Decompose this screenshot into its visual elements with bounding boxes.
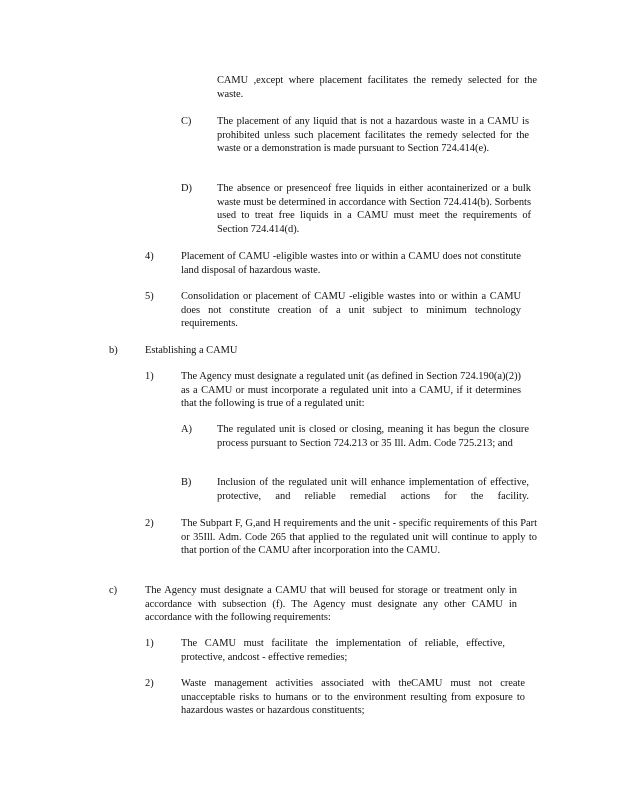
paragraph-a3C: The placement of any liquid that is not a hazardous waste in a CAMU is prohibited unless such placement facilitates the remedy selected for the waste or a demonstration is made pursuant to Section 724.414(e).	[217, 116, 529, 155]
paragraph-c2: Waste management activities associated with theCAMU must not create unacceptable risks to humans or to the environment resulting from exposure to hazardous wastes or hazardous constituents;	[181, 678, 525, 717]
paragraph-b2: The Subpart F, G,and H requirements and the unit - specific requirements of this Part or 35Ill. Adm. Code 265 that applied to the regulated unit will continue to apply to that portion of the CAMU after incorporation into the CAMU.	[181, 518, 537, 557]
item-label-a4: 4)	[145, 251, 154, 262]
section-label-c: c)	[109, 585, 118, 596]
item-label-c2: 2)	[145, 678, 154, 689]
item-label-a5: 5)	[145, 291, 154, 302]
item-label-c1: 1)	[145, 638, 154, 649]
paragraph-c1: The CAMU must facilitate the implementation of reliable, effective, protective, andcost - effective remedies;	[181, 638, 505, 663]
section-heading-b: Establishing a CAMU	[145, 345, 238, 356]
item-label-b1A: A)	[181, 424, 192, 435]
item-label-a3C: C)	[181, 116, 192, 127]
section-label-b: b)	[109, 345, 118, 356]
paragraph-a3D: The absence or presenceof free liquids in either acontainerized or a bulk waste must be determined in accordance with Section 724.414(b). Sorbents used to treat free liquids in a CAMU must meet the requirements of Section 724.414(d).	[217, 183, 531, 235]
paragraph-c: The Agency must designate a CAMU that will beused for storage or treatment only in accordance with subsection (f). The Agency must designate any other CAMU in accordance with the following requirements:	[145, 585, 517, 624]
item-label-b1: 1)	[145, 371, 154, 382]
item-label-b2: 2)	[145, 518, 154, 529]
paragraph-b1B: Inclusion of the regulated unit will enhance implementation of effective, protective, and reliable remedial actions for the facility.	[217, 477, 529, 502]
paragraph-b1: The Agency must designate a regulated unit (as defined in Section 724.190(a)(2)) as a CAMU or must incorporate a regulated unit into a CAMU, if it determines that the following is true of a regulated unit:	[181, 371, 521, 410]
paragraph-a5: Consolidation or placement of CAMU -eligible wastes into or within a CAMU does not constitute creation of a unit subject to minimum technology requirements.	[181, 291, 521, 330]
item-label-b1B: B)	[181, 477, 192, 488]
item-label-a3D: D)	[181, 183, 192, 194]
paragraph-b1A: The regulated unit is closed or closing, meaning it has begun the closure process pursuant to Section 724.213 or 35 Ill. Adm. Code 725.213; and	[217, 424, 529, 449]
continuation-paragraph: CAMU ,except where placement facilitates the remedy selected for the waste.	[217, 75, 537, 100]
paragraph-a4: Placement of CAMU -eligible wastes into or within a CAMU does not constitute land disposal of hazardous waste.	[181, 251, 521, 276]
